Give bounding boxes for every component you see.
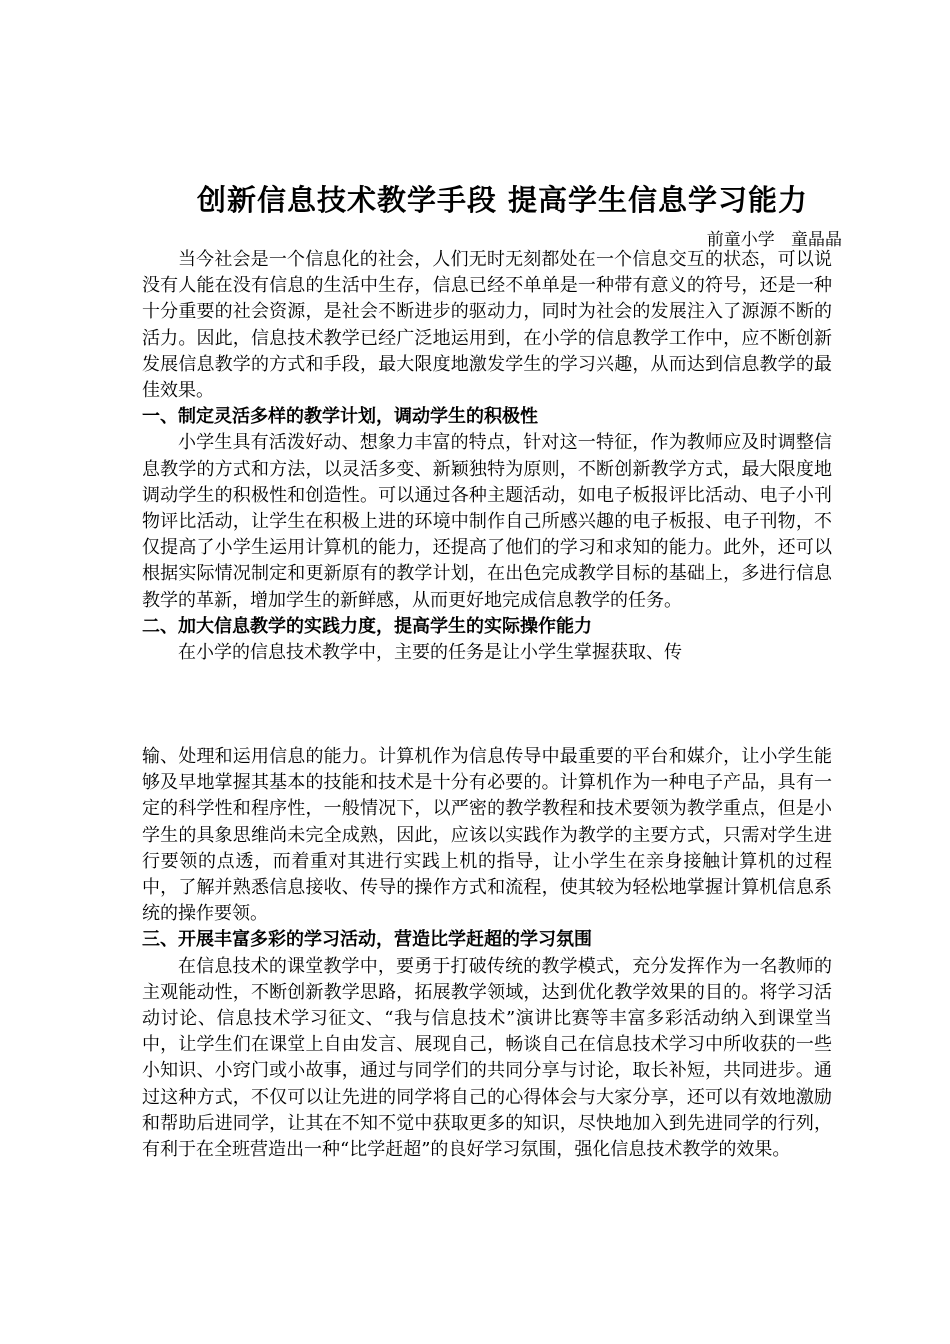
author-line: 前童小学 童晶晶 [706,230,842,250]
document-title: 创新信息技术教学手段 提高学生信息学习能力 [196,183,809,217]
section-2-heading: 二、加大信息教学的实践力度，提高学生的实际操作能力 [142,615,592,637]
section-3-paragraph: 在信息技术的课堂教学中，要勇于打破传统的教学模式，充分发挥作为一名教师的主观能动性，不断创新教学思路，拓展教学领域，达到优化教学效果的目的。将学习活动讨论、信息技术学习征文、“我与信息技术”演讲比赛等丰富多彩活动纳入到课堂当中，让学生们在课堂上自由发言、展现自己，畅谈自己在信息技术学习中所收获的一些小知识、小窍门或小故事，通过与同学们的共同分享与讨论，取长补短，共同进步。通过这种方式，不仅可以让先进的同学将自己的心得体会与大家分享，还可以有效地激励和帮助后进同学，让其在不知不觉中获取更多的知识，尽快地加入到先进同学的行列，有利于在全班营造出一种“比学赶超”的良好学习氛围，强化信息技术教学的效果。 [142,955,832,1161]
section-2-paragraph-continued: 输、处理和运用信息的能力。计算机作为信息传导中最重要的平台和媒介，让小学生能够及早地掌握其基本的技能和技术是十分有必要的。计算机作为一种电子产品，具有一定的科学性和程序性，一般情况下，以严密的教学教程和技术要领为教学重点，但是小学生的具象思维尚未完全成熟，因此，应该以实践作为教学的主要方式，只需对学生进行要领的点透，而着重对其进行实践上机的指导，让小学生在亲身接触计算机的过程中，了解并熟悉信息接收、传导的操作方式和流程，使其较为轻松地掌握计算机信息系统的操作要领。 [142,746,832,925]
intro-paragraph: 当今社会是一个信息化的社会，人们无时无刻都处在一个信息交互的状态，可以说没有人能在没有信息的生活中生存，信息已经不单单是一种带有意义的符号，还是一种十分重要的社会资源，是社会不断进步的驱动力，同时为社会的发展注入了源源不断的活力。因此，信息技术教学已经广泛地运用到，在小学的信息教学工作中，应不断创新发展信息教学的方式和手段，最大限度地激发学生的学习兴趣，从而达到信息教学的最佳效果。 [142,249,832,402]
document-body-top [142,247,832,666]
section-3-heading: 三、开展丰富多彩的学习活动，营造比学赶超的学习氛围 [142,929,592,951]
section-1-paragraph: 小学生具有活泼好动、想象力丰富的特点，针对这一特征，作为教师应及时调整信息教学的方式和方法，以灵活多变、新颖独特为原则，不断创新教学方式，最大限度地调动学生的积极性和创造性。可以通过各种主题活动，如电子板报评比活动、电子小刊物评比活动，让学生在积极上进的环境中制作自己所感兴趣的电子板报、电子刊物，不仅提高了小学生运用计算机的能力，还提高了他们的学习和求知的能力。此外，还可以根据实际情况制定和更新原有的教学计划，在出色完成教学目标的基础上，多进行信息教学的革新，增加学生的新鲜感，从而更好地完成信息教学的任务。 [142,432,832,611]
document-body-bottom [142,744,832,1163]
section-2-paragraph-start: 在小学的信息技术教学中，主要的任务是让小学生掌握获取、传 [178,642,682,664]
section-1-heading: 一、制定灵活多样的教学计划，调动学生的积极性 [142,406,538,428]
